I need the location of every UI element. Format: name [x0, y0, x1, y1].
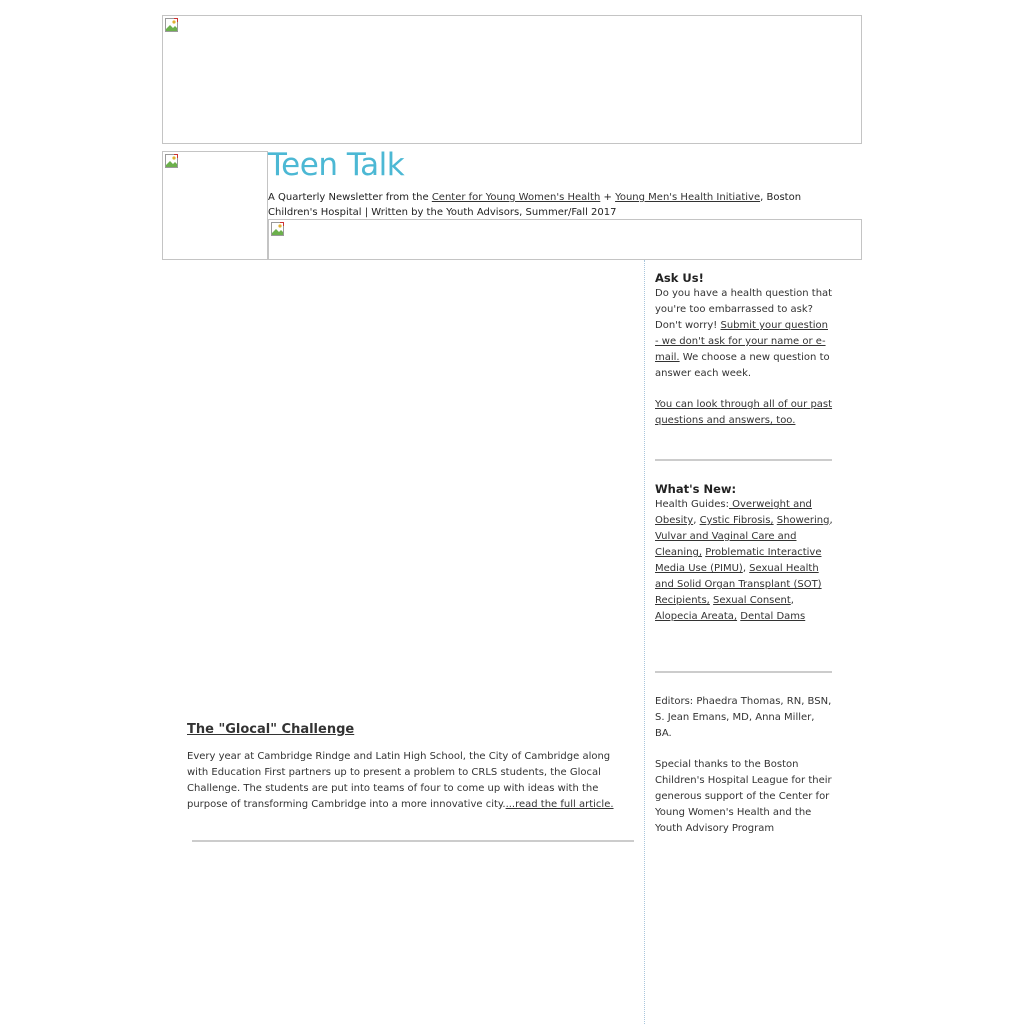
newsletter-title: Teen Talk [268, 147, 405, 183]
credits-section [655, 694, 833, 837]
subtitle-prefix: A Quarterly Newsletter from the [268, 192, 432, 203]
guide-link-overweight[interactable]: Overweight and Obesity [655, 499, 812, 526]
thanks-text: Special thanks to the Boston Children's Hospital League for their generous support of the Center for Young Women's Health and the Youth Advisory Program [655, 759, 832, 834]
column-divider [644, 260, 645, 1024]
subtitle-plus: + [600, 192, 616, 203]
guide-link-dental-dams[interactable]: Dental Dams [740, 611, 806, 622]
sidebar-separator [655, 459, 832, 461]
ask-us-text [655, 286, 833, 382]
ask-us-heading: Ask Us! [655, 271, 704, 285]
subtitle-suffix: , Boston Children's Hospital | Written by the Youth Advisors, Summer/Fall 2017 [268, 192, 802, 218]
past-questions-link[interactable]: You can look through all of our past questions and answers, too. [655, 399, 833, 426]
newsletter-subtitle [268, 190, 828, 220]
ymhi-link[interactable]: Young Men's Health Initiative [615, 192, 761, 203]
guide-link-alopecia[interactable]: Alopecia Areata, [655, 611, 738, 622]
article-text: Every year at Cambridge Rindge and Latin High School, the City of Cambridge along with Education First partners up to present a problem to CRLS students, the Glocal Challenge. The students are put into teams of four to come up with ideas with the purpose of transforming Cambridge into a more innovative city. [187, 751, 611, 810]
header-banner-image [162, 15, 862, 144]
health-guides-list: Health Guides: Overweight and Obesity, Cystic Fibrosis, Showering, Vulvar and Vaginal Care and Cleaning, Problematic Interactive Media Use (PIMU), Sexual Health and Solid Organ Transplant (SOT) Recipients, Sexual Consent, Alopecia Areata, Dental Dams [655, 499, 833, 622]
guide-link-vulvar-care[interactable]: Vulvar and Vaginal Care and Cleaning, [655, 531, 797, 558]
article-separator [192, 840, 634, 842]
guide-link-sot[interactable]: Sexual Health and Solid Organ Transplant (SOT) Recipients, [655, 563, 822, 606]
article-body [187, 749, 627, 813]
broken-image-icon [271, 222, 285, 236]
guide-link-showering[interactable]: Showering [776, 515, 830, 526]
broken-image-icon [165, 154, 179, 168]
ask-us-intro: Do you have a health question that you're too embarrassed to ask? Don't worry! [655, 288, 833, 331]
guide-link-sexual-consent[interactable]: Sexual Consent [713, 595, 791, 606]
read-more-link[interactable]: ...read the full article. [505, 799, 614, 810]
article-title-link[interactable]: The "Glocal" Challenge [187, 722, 355, 737]
ask-us-section [655, 270, 833, 429]
broken-image-icon [165, 18, 179, 32]
whats-new-section [655, 481, 833, 625]
guide-link-cystic-fibrosis[interactable]: Cystic Fibrosis, [699, 515, 774, 526]
header-strip-image [268, 219, 862, 260]
past-questions-paragraph [655, 397, 833, 429]
guide-link-pimu[interactable]: Problematic Interactive Media Use (PIMU) [655, 547, 822, 574]
sidebar-separator [655, 671, 832, 673]
cywh-link[interactable]: Center for Young Women's Health [431, 192, 601, 203]
logo-image [162, 151, 268, 260]
editors-text: Editors: Phaedra Thomas, RN, BSN, S. Jean Emans, MD, Anna Miller, BA. [655, 696, 832, 739]
article-glocal-challenge [187, 722, 627, 813]
submit-question-link[interactable]: Submit your question - we don't ask for your name or e-mail. [655, 320, 828, 363]
whats-new-heading: What's New: [655, 482, 737, 496]
ask-us-outro: We choose a new question to answer each week. [655, 352, 830, 379]
health-guides-label: Health Guides: [655, 499, 729, 510]
